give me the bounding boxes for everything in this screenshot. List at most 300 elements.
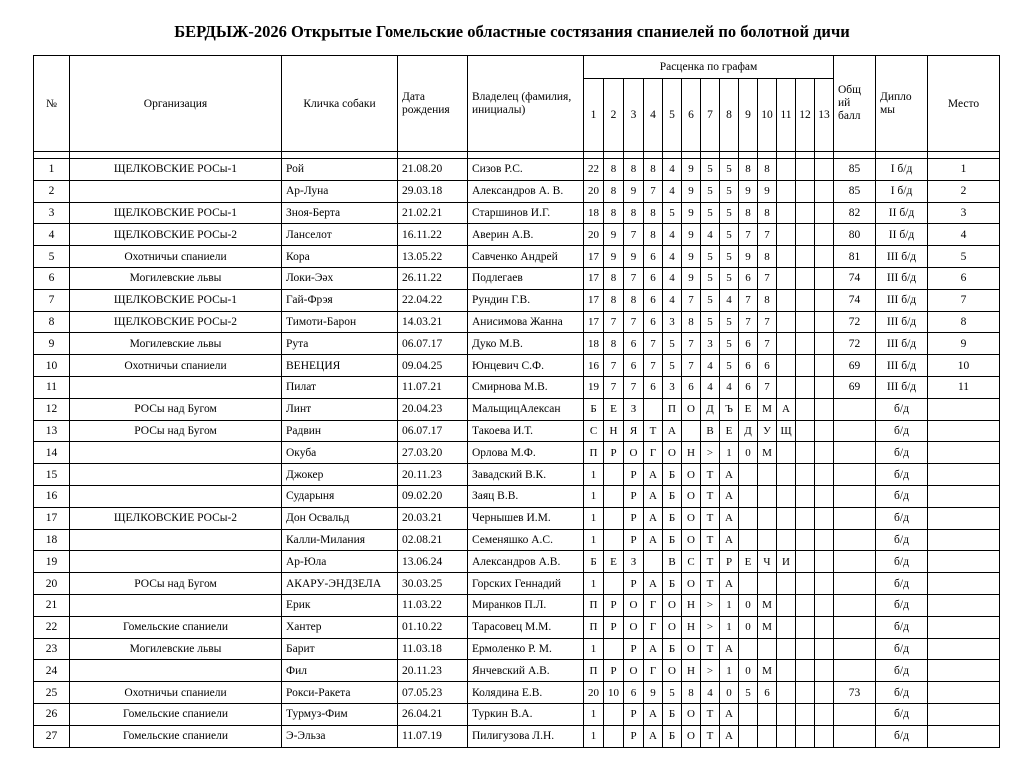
row-birth-date: 09.02.20	[398, 485, 468, 507]
row-score-col-6: Н	[682, 616, 701, 638]
row-score-col-6: 8	[682, 682, 701, 704]
row-score-col-5: 3	[663, 311, 682, 333]
row-score-col-3: 8	[624, 159, 644, 181]
row-number: 27	[34, 725, 70, 747]
spacer-cell	[928, 152, 1000, 159]
row-score-col-10: 6	[758, 682, 777, 704]
row-score-col-7: Т	[701, 703, 720, 725]
row-score-col-8: 5	[720, 159, 739, 181]
row-score-col-1: 1	[584, 464, 604, 486]
row-score-col-7: Т	[701, 485, 720, 507]
row-score-col-10: 8	[758, 289, 777, 311]
row-score-col-10	[758, 507, 777, 529]
row-score-col-9: Е	[739, 551, 758, 573]
row-score-col-7: >	[701, 616, 720, 638]
row-score-col-8: 1	[720, 442, 739, 464]
row-score-col-8: А	[720, 703, 739, 725]
row-total-score	[834, 442, 876, 464]
spacer-cell	[815, 152, 834, 159]
row-score-col-1: 1	[584, 703, 604, 725]
row-score-col-5: Б	[663, 703, 682, 725]
row-total-score: 69	[834, 355, 876, 377]
row-score-col-3: 9	[624, 180, 644, 202]
header-organization: Организация	[70, 56, 282, 152]
row-score-col-13	[815, 355, 834, 377]
header-spacer-row	[34, 152, 1000, 159]
row-place	[928, 485, 1000, 507]
row-score-col-13	[815, 464, 834, 486]
row-number: 25	[34, 682, 70, 704]
row-dog-name: Рокси-Ракета	[282, 682, 398, 704]
row-number: 22	[34, 616, 70, 638]
row-score-col-9	[739, 485, 758, 507]
row-diploma: б/д	[876, 464, 928, 486]
row-number: 11	[34, 376, 70, 398]
row-score-col-13	[815, 594, 834, 616]
row-score-col-13	[815, 660, 834, 682]
row-score-col-4: Г	[644, 660, 663, 682]
row-score-col-3: О	[624, 660, 644, 682]
row-score-col-11	[777, 660, 796, 682]
row-place: 4	[928, 224, 1000, 246]
row-score-col-6: Н	[682, 594, 701, 616]
table-row	[34, 507, 1000, 529]
row-total-score: 74	[834, 267, 876, 289]
row-score-col-3: 7	[624, 376, 644, 398]
row-number: 6	[34, 267, 70, 289]
row-score-col-8: 5	[720, 224, 739, 246]
row-diploma: б/д	[876, 398, 928, 420]
row-owner: Подлегаев	[468, 267, 584, 289]
table-row	[34, 355, 1000, 377]
row-organization	[70, 660, 282, 682]
row-number: 19	[34, 551, 70, 573]
row-score-col-2	[604, 725, 624, 747]
row-score-col-3: Р	[624, 507, 644, 529]
row-owner: Савченко Андрей	[468, 246, 584, 268]
row-score-col-11	[777, 224, 796, 246]
row-score-col-10	[758, 703, 777, 725]
row-score-col-7: 4	[701, 682, 720, 704]
row-score-col-10: М	[758, 660, 777, 682]
row-score-col-8: Ъ	[720, 398, 739, 420]
row-total-score: 69	[834, 376, 876, 398]
row-birth-date: 26.11.22	[398, 267, 468, 289]
row-score-col-12	[796, 442, 815, 464]
row-place: 7	[928, 289, 1000, 311]
row-diploma: б/д	[876, 594, 928, 616]
row-owner: Такоева И.Т.	[468, 420, 584, 442]
row-score-col-6: 9	[682, 180, 701, 202]
row-organization: ЩЕЛКОВСКИЕ РОСы-2	[70, 311, 282, 333]
header-number: №	[34, 56, 70, 152]
row-number: 12	[34, 398, 70, 420]
row-number: 3	[34, 202, 70, 224]
row-total-score: 73	[834, 682, 876, 704]
row-place: 11	[928, 376, 1000, 398]
row-score-col-2	[604, 573, 624, 595]
row-score-col-6: 8	[682, 311, 701, 333]
row-score-col-10: М	[758, 594, 777, 616]
row-score-col-1: 20	[584, 682, 604, 704]
row-score-col-1: 20	[584, 180, 604, 202]
row-score-col-2: 8	[604, 180, 624, 202]
table-row	[34, 703, 1000, 725]
row-score-col-7: 4	[701, 376, 720, 398]
row-organization	[70, 376, 282, 398]
row-score-col-5: О	[663, 442, 682, 464]
spacer-cell	[739, 152, 758, 159]
spacer-cell	[70, 152, 282, 159]
row-score-col-9: Д	[739, 420, 758, 442]
row-owner: Старшинов И.Г.	[468, 202, 584, 224]
row-score-col-7: 3	[701, 333, 720, 355]
row-score-col-10	[758, 725, 777, 747]
row-score-col-7: 4	[701, 224, 720, 246]
row-score-col-9: 7	[739, 289, 758, 311]
row-score-col-11	[777, 289, 796, 311]
row-score-col-12	[796, 616, 815, 638]
row-diploma: б/д	[876, 660, 928, 682]
row-score-col-10: 7	[758, 376, 777, 398]
row-place	[928, 594, 1000, 616]
row-score-col-12	[796, 376, 815, 398]
row-score-col-7: Д	[701, 398, 720, 420]
row-birth-date: 11.03.18	[398, 638, 468, 660]
row-total-score	[834, 420, 876, 442]
row-place	[928, 725, 1000, 747]
row-score-col-4: Г	[644, 442, 663, 464]
row-score-col-1: 1	[584, 725, 604, 747]
row-score-col-12	[796, 311, 815, 333]
row-dog-name: Э-Эльза	[282, 725, 398, 747]
row-score-col-1: 20	[584, 224, 604, 246]
row-organization: Охотничьи спаниели	[70, 246, 282, 268]
row-score-col-11	[777, 355, 796, 377]
row-score-col-1: 17	[584, 311, 604, 333]
row-score-col-8: 5	[720, 267, 739, 289]
row-dog-name: Дон Освальд	[282, 507, 398, 529]
row-owner: Миранков П.Л.	[468, 594, 584, 616]
table-row	[34, 529, 1000, 551]
row-score-col-12	[796, 725, 815, 747]
header-score-col-12: 12	[796, 79, 815, 152]
row-score-col-4: А	[644, 725, 663, 747]
row-score-col-8: 1	[720, 660, 739, 682]
row-owner: Ермоленко Р. М.	[468, 638, 584, 660]
row-score-col-2: 9	[604, 224, 624, 246]
row-score-col-8: 1	[720, 616, 739, 638]
row-score-col-8: А	[720, 507, 739, 529]
row-score-col-6: О	[682, 529, 701, 551]
row-score-col-11	[777, 311, 796, 333]
row-score-col-13	[815, 573, 834, 595]
row-score-col-11	[777, 507, 796, 529]
row-score-col-10: 7	[758, 311, 777, 333]
row-score-col-11	[777, 376, 796, 398]
row-score-col-2	[604, 703, 624, 725]
row-score-col-7: 5	[701, 159, 720, 181]
row-number: 14	[34, 442, 70, 464]
row-diploma: б/д	[876, 682, 928, 704]
row-organization: Могилевские львы	[70, 638, 282, 660]
row-score-col-12	[796, 202, 815, 224]
row-score-col-12	[796, 507, 815, 529]
row-dog-name: Турмуз-Фим	[282, 703, 398, 725]
row-score-col-12	[796, 682, 815, 704]
row-number: 21	[34, 594, 70, 616]
row-score-col-10	[758, 464, 777, 486]
row-score-col-8: А	[720, 573, 739, 595]
row-score-col-3: Р	[624, 703, 644, 725]
row-score-col-7: 5	[701, 202, 720, 224]
row-score-col-3: Р	[624, 464, 644, 486]
row-organization: Гомельские спаниели	[70, 725, 282, 747]
row-score-col-9: 8	[739, 202, 758, 224]
row-score-col-9: 7	[739, 311, 758, 333]
row-score-col-3: О	[624, 442, 644, 464]
row-owner: Александров А.В.	[468, 551, 584, 573]
row-dog-name: Зноя-Берта	[282, 202, 398, 224]
row-place	[928, 616, 1000, 638]
row-score-col-7: Т	[701, 529, 720, 551]
document-title: БЕРДЫЖ-2026 Открытые Гомельские областные состязания спаниелей по болотной дичи	[174, 22, 850, 41]
row-score-col-8: 5	[720, 355, 739, 377]
row-birth-date: 09.04.25	[398, 355, 468, 377]
table-row	[34, 159, 1000, 181]
row-score-col-5: Б	[663, 573, 682, 595]
header-score-col-13: 13	[815, 79, 834, 152]
header-total-line-3: балл	[838, 110, 861, 122]
row-score-col-2	[604, 638, 624, 660]
row-score-col-2: 8	[604, 202, 624, 224]
row-score-col-6: О	[682, 398, 701, 420]
row-score-col-5: 4	[663, 289, 682, 311]
row-score-col-9	[739, 529, 758, 551]
row-total-score: 72	[834, 333, 876, 355]
row-score-col-9	[739, 507, 758, 529]
row-score-col-13	[815, 638, 834, 660]
row-owner: Семеняшко А.С.	[468, 529, 584, 551]
row-score-col-9	[739, 725, 758, 747]
row-score-col-13	[815, 442, 834, 464]
row-score-col-12	[796, 398, 815, 420]
table-row	[34, 202, 1000, 224]
row-score-col-11	[777, 333, 796, 355]
row-score-col-12	[796, 594, 815, 616]
row-number: 13	[34, 420, 70, 442]
row-score-col-6: 9	[682, 202, 701, 224]
row-score-col-11	[777, 616, 796, 638]
row-owner: Аверин А.В.	[468, 224, 584, 246]
row-number: 26	[34, 703, 70, 725]
header-score-col-3: 3	[624, 79, 644, 152]
row-score-col-5: Б	[663, 464, 682, 486]
row-score-col-6	[682, 420, 701, 442]
row-score-col-4	[644, 551, 663, 573]
row-score-col-9: 0	[739, 660, 758, 682]
spacer-cell	[876, 152, 928, 159]
spacer-cell	[720, 152, 739, 159]
row-score-col-10: 8	[758, 159, 777, 181]
row-score-col-8: 5	[720, 246, 739, 268]
row-diploma: III б/д	[876, 246, 928, 268]
row-score-col-2: 7	[604, 355, 624, 377]
row-score-col-10: Ч	[758, 551, 777, 573]
row-place: 6	[928, 267, 1000, 289]
row-diploma: б/д	[876, 638, 928, 660]
row-score-col-6: О	[682, 464, 701, 486]
row-score-col-4: А	[644, 464, 663, 486]
row-score-col-8: А	[720, 529, 739, 551]
row-score-col-6: 7	[682, 355, 701, 377]
header-diploma-line-1: Дипло	[880, 90, 912, 103]
row-score-col-7: Т	[701, 638, 720, 660]
row-score-col-5: Б	[663, 507, 682, 529]
row-score-col-5: Б	[663, 529, 682, 551]
row-score-col-6: С	[682, 551, 701, 573]
table-row	[34, 246, 1000, 268]
row-score-col-13	[815, 202, 834, 224]
row-place: 3	[928, 202, 1000, 224]
row-score-col-5: 4	[663, 180, 682, 202]
row-score-col-13	[815, 703, 834, 725]
row-organization: Могилевские львы	[70, 267, 282, 289]
row-score-col-10: 8	[758, 246, 777, 268]
row-score-col-12	[796, 289, 815, 311]
row-birth-date: 11.07.19	[398, 725, 468, 747]
row-organization: РОСы над Бугом	[70, 398, 282, 420]
row-score-col-13	[815, 507, 834, 529]
row-score-col-6: Н	[682, 660, 701, 682]
row-score-col-1: 17	[584, 267, 604, 289]
row-score-col-10	[758, 529, 777, 551]
header-birth-date: Дата рождения	[398, 56, 468, 152]
row-dog-name: Джокер	[282, 464, 398, 486]
row-score-col-5: Б	[663, 638, 682, 660]
row-owner: Янчевский А.В.	[468, 660, 584, 682]
row-organization	[70, 485, 282, 507]
row-score-col-9	[739, 464, 758, 486]
row-score-col-4: А	[644, 703, 663, 725]
row-dog-name: Пилат	[282, 376, 398, 398]
row-total-score	[834, 725, 876, 747]
row-score-col-3: Я	[624, 420, 644, 442]
row-diploma: б/д	[876, 420, 928, 442]
row-score-col-5: О	[663, 594, 682, 616]
row-score-col-11	[777, 464, 796, 486]
row-score-col-10: М	[758, 442, 777, 464]
row-place	[928, 703, 1000, 725]
table-row	[34, 594, 1000, 616]
row-organization: Гомельские спаниели	[70, 616, 282, 638]
row-owner: Смирнова М.В.	[468, 376, 584, 398]
row-score-col-4: А	[644, 485, 663, 507]
row-owner: Тарасовец М.М.	[468, 616, 584, 638]
row-diploma: III б/д	[876, 355, 928, 377]
spacer-cell	[758, 152, 777, 159]
row-number: 16	[34, 485, 70, 507]
row-score-col-1: 16	[584, 355, 604, 377]
row-score-col-11	[777, 703, 796, 725]
row-diploma: б/д	[876, 703, 928, 725]
row-owner: Пилигузова Л.Н.	[468, 725, 584, 747]
row-score-col-13	[815, 529, 834, 551]
row-diploma: II б/д	[876, 224, 928, 246]
spacer-cell	[468, 152, 584, 159]
row-score-col-1: 1	[584, 638, 604, 660]
row-dog-name: Линт	[282, 398, 398, 420]
row-score-col-8: 1	[720, 594, 739, 616]
row-number: 24	[34, 660, 70, 682]
row-score-col-9: 6	[739, 355, 758, 377]
spacer-cell	[796, 152, 815, 159]
row-score-col-12	[796, 703, 815, 725]
row-score-col-8: 4	[720, 376, 739, 398]
row-score-col-5: 4	[663, 267, 682, 289]
row-score-col-2: 7	[604, 311, 624, 333]
header-total-score	[834, 56, 876, 152]
row-place	[928, 398, 1000, 420]
row-score-col-6: О	[682, 573, 701, 595]
row-score-col-1: П	[584, 660, 604, 682]
row-score-col-1: 18	[584, 202, 604, 224]
row-number: 18	[34, 529, 70, 551]
row-score-col-9: 5	[739, 682, 758, 704]
row-score-col-1: 1	[584, 573, 604, 595]
row-score-col-9: 0	[739, 616, 758, 638]
row-score-col-7: >	[701, 442, 720, 464]
row-score-col-8: 5	[720, 311, 739, 333]
row-place: 10	[928, 355, 1000, 377]
row-score-col-13	[815, 398, 834, 420]
table-row	[34, 311, 1000, 333]
spacer-cell	[34, 152, 70, 159]
row-score-col-7: >	[701, 660, 720, 682]
row-score-col-5: Б	[663, 725, 682, 747]
row-score-col-13	[815, 246, 834, 268]
row-score-col-10	[758, 573, 777, 595]
spacer-cell	[701, 152, 720, 159]
row-diploma: б/д	[876, 442, 928, 464]
row-number: 9	[34, 333, 70, 355]
row-birth-date: 21.02.21	[398, 202, 468, 224]
row-score-col-9: 0	[739, 442, 758, 464]
row-score-col-7: 5	[701, 180, 720, 202]
row-organization: Охотничьи спаниели	[70, 355, 282, 377]
row-score-col-12	[796, 529, 815, 551]
row-score-col-5: О	[663, 660, 682, 682]
row-score-col-8: 0	[720, 682, 739, 704]
row-owner: Анисимова Жанна	[468, 311, 584, 333]
row-total-score	[834, 616, 876, 638]
row-score-col-9: 9	[739, 180, 758, 202]
row-score-col-8: А	[720, 464, 739, 486]
table-row	[34, 485, 1000, 507]
row-score-col-7: В	[701, 420, 720, 442]
row-score-col-6: О	[682, 638, 701, 660]
row-score-col-2	[604, 464, 624, 486]
row-score-col-4: А	[644, 573, 663, 595]
row-score-col-4: 8	[644, 159, 663, 181]
row-birth-date: 20.11.23	[398, 660, 468, 682]
row-score-col-13	[815, 224, 834, 246]
header-total-line-2: ий	[838, 97, 851, 109]
row-score-col-4: Т	[644, 420, 663, 442]
row-organization	[70, 464, 282, 486]
row-score-col-7: Т	[701, 507, 720, 529]
row-birth-date: 13.06.24	[398, 551, 468, 573]
